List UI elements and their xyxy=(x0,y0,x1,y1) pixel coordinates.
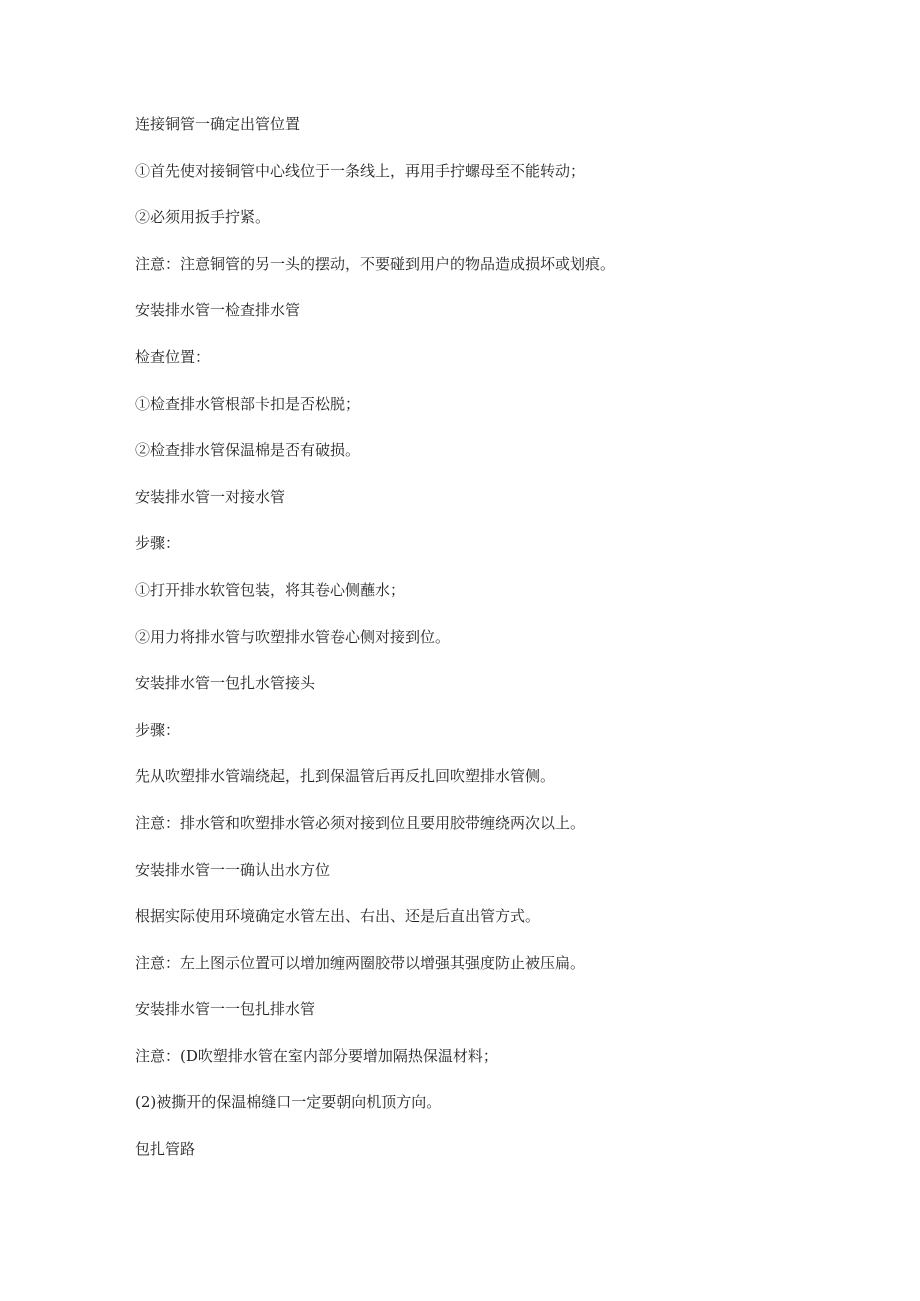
section-heading: 安装排水管一检查排水管 xyxy=(135,301,301,320)
section-heading: 安装排水管一一包扎排水管 xyxy=(135,1000,316,1019)
note-paragraph: 注意：(D吹塑排水管在室内部分要增加隔热保温材料； xyxy=(135,1046,498,1065)
paragraph: ①首先使对接铜管中心线位于一条线上，再用手拧螺母至不能转动； xyxy=(135,161,586,180)
paragraph: ②用力将排水管与吹塑排水管卷心侧对接到位。 xyxy=(135,627,451,646)
note-paragraph: 注意：注意铜管的另一头的摆动，不要碰到用户的物品造成损坏或划痕。 xyxy=(135,254,616,273)
section-heading: 安装排水管一对接水管 xyxy=(135,487,286,506)
paragraph: ②必须用扳手拧紧。 xyxy=(135,208,271,227)
paragraph: ①检查排水管根部卡扣是否松脱； xyxy=(135,394,361,413)
note-paragraph: 注意：排水管和吹塑排水管必须对接到位且要用胶带缠绕两次以上。 xyxy=(135,813,586,832)
paragraph: 步骤： xyxy=(135,720,181,739)
note-paragraph: 注意：左上图示位置可以增加缠两圈胶带以增强其强度防止被压扁。 xyxy=(135,953,586,972)
paragraph: ①打开排水软管包装，将其卷心侧蘸水； xyxy=(135,580,406,599)
paragraph: 检查位置： xyxy=(135,347,211,366)
section-heading: 连接铜管一确定出管位置 xyxy=(135,115,301,133)
paragraph: 根据实际使用环境确定水管左出、右出、还是后直出管方式。 xyxy=(135,907,541,926)
section-heading: 安装排水管一一确认出水方位 xyxy=(135,860,331,879)
document-body xyxy=(135,110,795,1182)
paragraph: ②检查排水管保温棉是否有破损。 xyxy=(135,441,361,460)
paragraph: (2)被撕开的保温棉缝口一定要朝向机顶方向。 xyxy=(135,1093,442,1112)
section-heading: 包扎管路 xyxy=(135,1140,196,1159)
section-heading: 安装排水管一包扎水管接头 xyxy=(135,674,316,693)
paragraph: 步骤： xyxy=(135,534,181,553)
paragraph: 先从吹塑排水管端绕起，扎到保温管后再反扎回吹塑排水管侧。 xyxy=(135,767,556,786)
